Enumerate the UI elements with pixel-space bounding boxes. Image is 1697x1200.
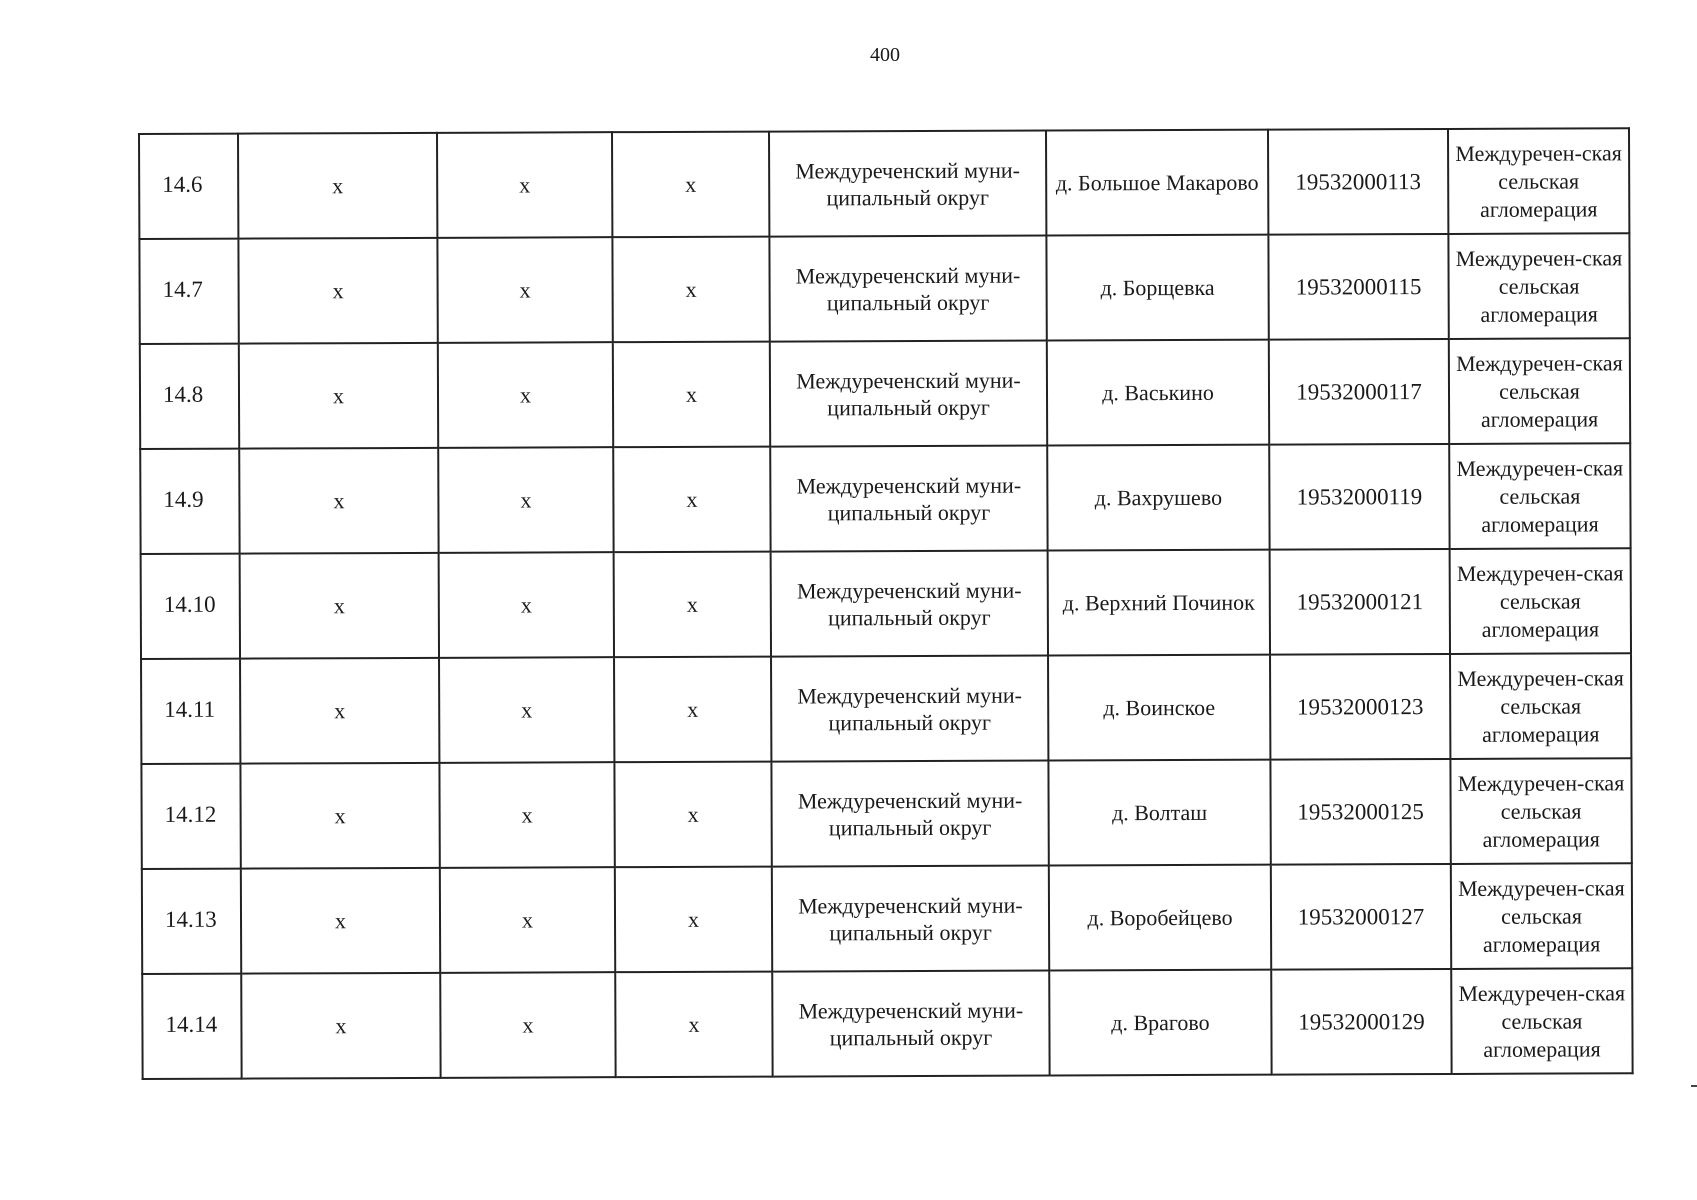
okato-code-cell: 19532000125	[1270, 759, 1450, 865]
x-mark-cell: x	[614, 762, 771, 868]
x-mark-cell: x	[613, 342, 770, 448]
agglomeration-cell: Междуречен-ская сельская агломерация	[1451, 863, 1632, 969]
x-mark-cell: x	[614, 657, 771, 763]
district-cell: Междуреченский муни-ципальный округ	[769, 131, 1046, 237]
row-number-cell: 14.11	[141, 659, 240, 764]
x-mark-cell: x	[239, 343, 438, 449]
x-mark-cell: x	[440, 867, 615, 973]
settlement-cell: д. Воинское	[1048, 655, 1270, 761]
row-number-cell: 14.8	[140, 344, 239, 449]
x-mark-cell: x	[241, 868, 440, 974]
x-mark-cell: x	[614, 552, 771, 658]
row-number-cell: 14.9	[140, 449, 239, 554]
x-mark-cell: x	[439, 657, 614, 763]
x-mark-cell: x	[615, 867, 772, 973]
agglomeration-cell: Междуречен-ская сельская агломерация	[1450, 548, 1631, 654]
table-row	[141, 548, 1631, 659]
district-cell: Междуреченский муни-ципальный округ	[771, 551, 1048, 657]
settlement-cell: д. Воробейцево	[1049, 865, 1271, 971]
table-row	[142, 863, 1632, 974]
x-mark-cell: x	[612, 237, 769, 343]
table-row	[140, 338, 1630, 449]
agglomeration-cell: Междуречен-ская сельская агломерация	[1450, 653, 1631, 759]
agglomeration-cell: Междуречен-ская сельская агломерация	[1451, 968, 1632, 1074]
agglomeration-cell: Междуречен-ская сельская агломерация	[1449, 338, 1630, 444]
settlement-cell: д. Верхний Починок	[1048, 550, 1270, 656]
x-mark-cell: x	[437, 132, 612, 238]
row-number-cell: 14.13	[142, 869, 241, 974]
x-mark-cell: x	[240, 763, 439, 869]
table-row	[141, 653, 1631, 764]
okato-code-cell: 19532000123	[1270, 654, 1450, 760]
settlement-cell: д. Большое Макарово	[1046, 130, 1268, 236]
okato-code-cell: 19532000129	[1271, 969, 1451, 1075]
okato-code-cell: 19532000127	[1271, 864, 1451, 970]
district-cell: Междуреченский муни-ципальный округ	[771, 761, 1048, 867]
page-number: 400	[870, 44, 900, 66]
x-mark-cell: x	[438, 342, 613, 448]
district-cell: Междуреченский муни-ципальный округ	[771, 656, 1048, 762]
agglomeration-cell: Междуречен-ская сельская агломерация	[1448, 128, 1629, 234]
settlement-cell: д. Вахрушево	[1047, 445, 1269, 551]
row-number-cell: 14.10	[141, 554, 240, 659]
table-row	[139, 128, 1629, 239]
x-mark-cell: x	[615, 972, 772, 1078]
table-row	[142, 968, 1632, 1079]
x-mark-cell: x	[238, 133, 437, 239]
x-mark-cell: x	[439, 762, 614, 868]
x-mark-cell: x	[238, 238, 437, 344]
table-row	[140, 443, 1630, 554]
x-mark-cell: x	[439, 552, 614, 658]
district-cell: Междуреченский муни-ципальный округ	[769, 236, 1046, 342]
settlements-table	[138, 127, 1634, 1080]
agglomeration-cell: Междуречен-ская сельская агломерация	[1450, 758, 1631, 864]
row-number-cell: 14.7	[139, 239, 238, 344]
okato-code-cell: 19532000121	[1270, 549, 1450, 655]
x-mark-cell: x	[240, 553, 439, 659]
scan-edge-mark	[1691, 1085, 1697, 1087]
okato-code-cell: 19532000117	[1269, 339, 1449, 445]
settlement-cell: д. Васькино	[1047, 340, 1269, 446]
x-mark-cell: x	[440, 972, 615, 1078]
agglomeration-cell: Междуречен-ская сельская агломерация	[1449, 443, 1630, 549]
x-mark-cell: x	[438, 447, 613, 553]
settlement-cell: д. Волташ	[1048, 760, 1270, 866]
district-cell: Междуреченский муни-ципальный округ	[772, 866, 1049, 972]
settlement-cell: д. Борщевка	[1046, 235, 1268, 341]
district-cell: Междуреченский муни-ципальный округ	[770, 446, 1047, 552]
x-mark-cell: x	[241, 973, 440, 1079]
x-mark-cell: x	[612, 132, 769, 238]
okato-code-cell: 19532000119	[1269, 444, 1449, 550]
table-row	[141, 758, 1631, 869]
table-body	[139, 128, 1633, 1079]
district-cell: Междуреченский муни-ципальный округ	[770, 341, 1047, 447]
row-number-cell: 14.12	[141, 764, 240, 869]
agglomeration-cell: Междуречен-ская сельская агломерация	[1448, 233, 1629, 339]
okato-code-cell: 19532000113	[1268, 129, 1448, 235]
x-mark-cell: x	[239, 448, 438, 554]
okato-code-cell: 19532000115	[1268, 234, 1448, 340]
x-mark-cell: x	[240, 658, 439, 764]
x-mark-cell: x	[437, 237, 612, 343]
x-mark-cell: x	[613, 447, 770, 553]
table-row	[139, 233, 1629, 344]
row-number-cell: 14.6	[139, 134, 238, 239]
district-cell: Междуреченский муни-ципальный округ	[772, 971, 1049, 1077]
row-number-cell: 14.14	[142, 974, 241, 1079]
settlement-cell: д. Врагово	[1049, 970, 1271, 1076]
